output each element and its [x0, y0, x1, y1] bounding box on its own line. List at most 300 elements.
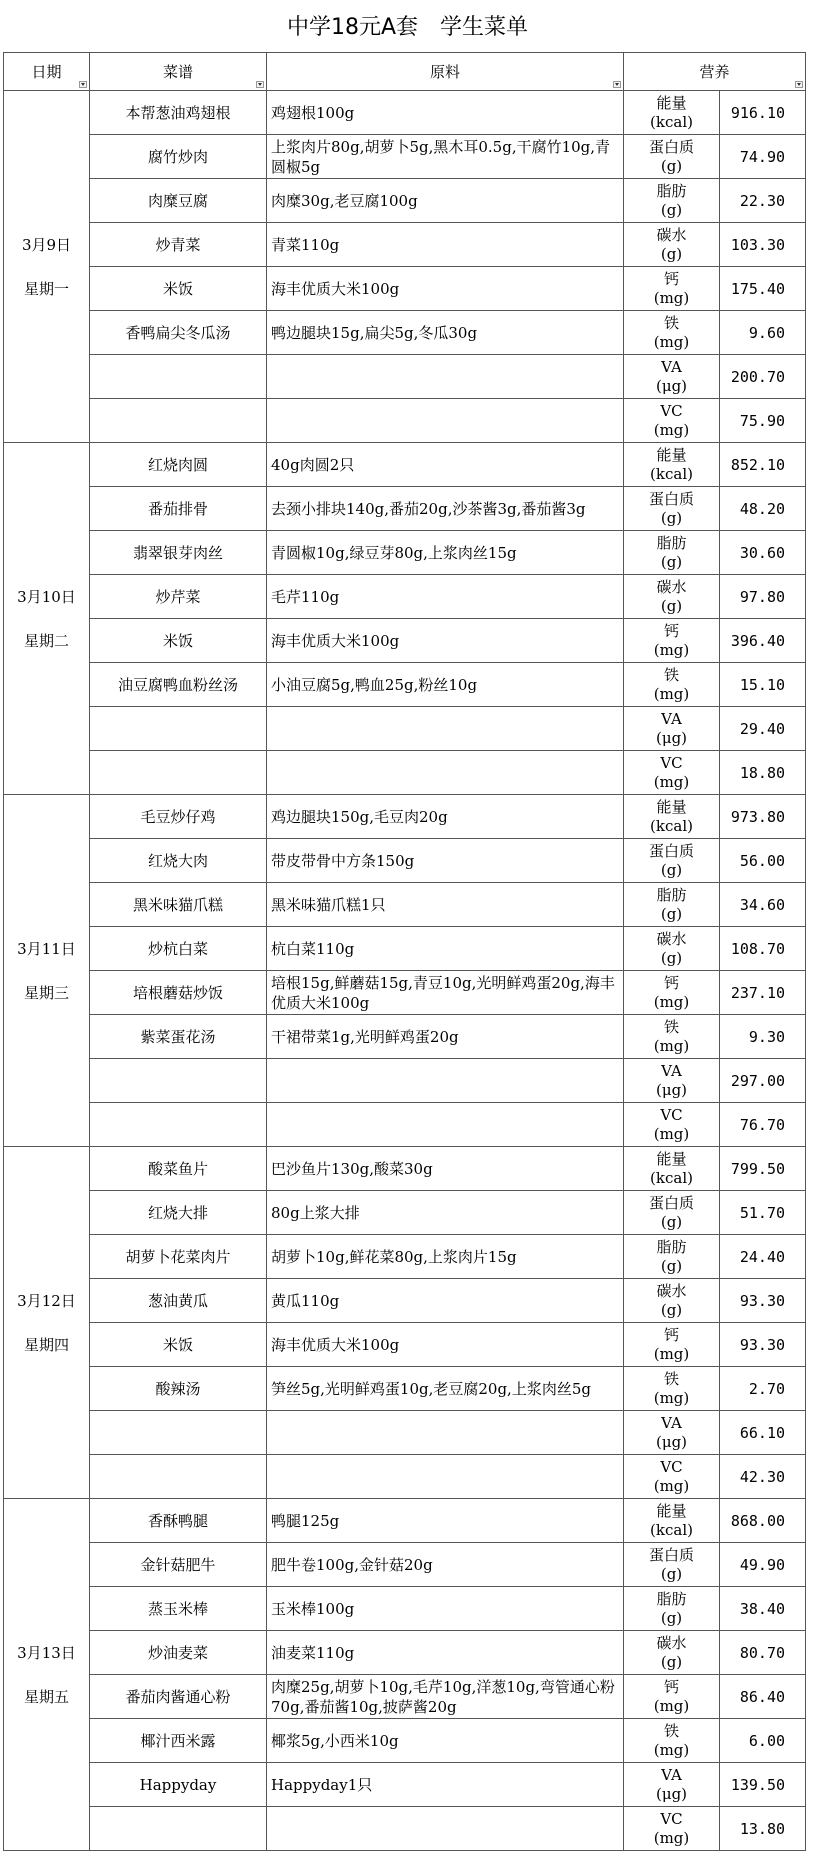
header-row — [4, 53, 806, 91]
table-row — [4, 1235, 806, 1279]
dish-name-cell[interactable]: 黑米味猫爪糕 — [90, 883, 267, 927]
nutrient-label-cell[interactable] — [624, 751, 720, 795]
ingredients-cell[interactable]: 带皮带骨中方条150g — [267, 839, 624, 883]
nutrient-name: 碳水 — [656, 577, 687, 596]
nutrient-label-cell[interactable] — [624, 355, 720, 399]
weekday-label: 星期四 — [23, 1335, 69, 1354]
ingredients-cell[interactable]: Happyday1只 — [267, 1763, 624, 1807]
nutrient-unit: (mg) — [653, 332, 690, 351]
table-row — [4, 1455, 806, 1499]
nutrient-label-cell[interactable] — [624, 179, 720, 223]
table-row — [4, 91, 806, 135]
nutrient-unit: (g) — [660, 244, 683, 263]
table-row — [4, 751, 806, 795]
nutrient-label-cell[interactable] — [624, 399, 720, 443]
ingredients-cell[interactable] — [267, 399, 624, 443]
nutrient-label-cell[interactable] — [624, 267, 720, 311]
nutrient-unit: (mg) — [653, 1344, 690, 1363]
nutrient-name: 碳水 — [656, 1281, 687, 1300]
date-label: 3月11日 — [17, 939, 76, 958]
nutrient-unit: (g) — [660, 1608, 683, 1627]
date-label: 3月13日 — [17, 1643, 76, 1662]
ingredients-cell[interactable]: 笋丝5g,光明鲜鸡蛋10g,老豆腐20g,上浆肉丝5g — [267, 1367, 624, 1411]
nutrient-value-cell[interactable]: 18.80 — [720, 751, 806, 795]
nutrient-name: 铁 — [663, 313, 679, 332]
ingredients-cell[interactable]: 80g上浆大排 — [267, 1191, 624, 1235]
nutrient-label-cell[interactable] — [624, 311, 720, 355]
dish-name-cell[interactable]: 番茄排骨 — [90, 487, 267, 531]
nutrient-name: 钙 — [663, 621, 679, 640]
ingredients-cell[interactable]: 干裙带菜1g,光明鲜鸡蛋20g — [267, 1015, 624, 1059]
dish-name-cell[interactable]: 炒杭白菜 — [90, 927, 267, 971]
nutrient-value-cell[interactable]: 297.00 — [720, 1059, 806, 1103]
nutrient-label-cell[interactable] — [624, 971, 720, 1015]
ingredients-cell[interactable]: 油麦菜110g — [267, 1631, 624, 1675]
nutrient-label-cell[interactable] — [624, 1367, 720, 1411]
nutrient-name: 脂肪 — [656, 533, 687, 552]
table-row — [4, 1499, 806, 1543]
nutrient-name: 能量 — [656, 1501, 687, 1520]
nutrient-name: 铁 — [663, 665, 679, 684]
dish-name-cell[interactable]: 酸辣汤 — [90, 1367, 267, 1411]
filter-dropdown-icon[interactable] — [79, 81, 87, 88]
dish-name-cell[interactable]: 红烧肉圆 — [90, 443, 267, 487]
nutrient-unit: (mg) — [653, 1036, 690, 1055]
table-row — [4, 1411, 806, 1455]
filter-dropdown-icon[interactable] — [795, 81, 803, 88]
dish-name-cell[interactable]: 油豆腐鸭血粉丝汤 — [90, 663, 267, 707]
nutrient-label-cell[interactable] — [624, 707, 720, 751]
dish-name-cell[interactable]: 红烧大排 — [90, 1191, 267, 1235]
nutrient-value-cell[interactable]: 9.30 — [720, 1015, 806, 1059]
dish-name-cell[interactable]: 香酥鸭腿 — [90, 1499, 267, 1543]
nutrient-unit: (mg) — [653, 288, 690, 307]
nutrient-name: 蛋白质 — [648, 1193, 694, 1212]
ingredients-cell[interactable]: 胡萝卜10g,鲜花菜80g,上浆肉片15g — [267, 1235, 624, 1279]
table-row — [4, 1367, 806, 1411]
dish-name-cell[interactable]: 炒芹菜 — [90, 575, 267, 619]
table-row — [4, 1631, 806, 1675]
nutrient-label-cell[interactable] — [624, 1411, 720, 1455]
weekday-label: 星期五 — [23, 1687, 69, 1706]
nutrient-label-cell[interactable] — [624, 1147, 720, 1191]
nutrient-value-cell[interactable]: 93.30 — [720, 1279, 806, 1323]
ingredients-cell[interactable]: 培根15g,鲜蘑菇15g,青豆10g,光明鲜鸡蛋20g,海丰优质大米100g — [267, 971, 624, 1015]
nutrient-unit: (kcal) — [650, 1520, 693, 1539]
nutrient-label-cell[interactable] — [624, 883, 720, 927]
nutrient-unit: (g) — [660, 156, 683, 175]
table-row — [4, 575, 806, 619]
ingredients-cell[interactable] — [267, 751, 624, 795]
ingredients-cell[interactable]: 海丰优质大米100g — [267, 619, 624, 663]
nutrient-value-cell[interactable]: 56.00 — [720, 839, 806, 883]
nutrient-value-cell[interactable]: 6.00 — [720, 1719, 806, 1763]
nutrient-unit: (mg) — [653, 420, 690, 439]
nutrient-unit: (mg) — [653, 1124, 690, 1143]
table-row — [4, 971, 806, 1015]
dish-name-cell[interactable]: 米饭 — [90, 619, 267, 663]
ingredients-cell[interactable] — [267, 1103, 624, 1147]
ingredients-cell[interactable]: 鸭边腿块15g,扁尖5g,冬瓜30g — [267, 311, 624, 355]
nutrient-name: 脂肪 — [656, 885, 687, 904]
table-row — [4, 267, 806, 311]
ingredients-cell[interactable]: 上浆肉片80g,胡萝卜5g,黑木耳0.5g,干腐竹10g,青圆椒5g — [267, 135, 624, 179]
nutrient-value-cell[interactable]: 799.50 — [720, 1147, 806, 1191]
nutrient-value-cell[interactable]: 38.40 — [720, 1587, 806, 1631]
weekday-label: 星期三 — [23, 983, 69, 1002]
ingredients-cell[interactable]: 巴沙鱼片130g,酸菜30g — [267, 1147, 624, 1191]
nutrient-value-cell[interactable]: 175.40 — [720, 267, 806, 311]
nutrient-unit: (kcal) — [650, 816, 693, 835]
table-row — [4, 619, 806, 663]
ingredients-cell[interactable]: 杭白菜110g — [267, 927, 624, 971]
dish-name-cell[interactable]: 毛豆炒仔鸡 — [90, 795, 267, 839]
nutrient-label-cell[interactable] — [624, 1543, 720, 1587]
nutrient-name: 脂肪 — [656, 181, 687, 200]
nutrient-unit: (g) — [660, 1256, 683, 1275]
dish-name-cell[interactable]: 米饭 — [90, 1323, 267, 1367]
table-row — [4, 1543, 806, 1587]
date-cell[interactable] — [4, 1147, 90, 1499]
nutrient-value-cell[interactable]: 396.40 — [720, 619, 806, 663]
nutrient-label-cell[interactable] — [624, 1455, 720, 1499]
dish-name-cell[interactable]: 金针菇肥牛 — [90, 1543, 267, 1587]
weekday-label: 星期二 — [23, 631, 69, 650]
ingredients-cell[interactable]: 海丰优质大米100g — [267, 267, 624, 311]
table-row — [4, 1147, 806, 1191]
nutrient-value-cell[interactable]: 2.70 — [720, 1367, 806, 1411]
ingredients-cell[interactable]: 黄瓜110g — [267, 1279, 624, 1323]
nutrient-value-cell[interactable]: 34.60 — [720, 883, 806, 927]
date-cell[interactable] — [4, 1499, 90, 1851]
table-row — [4, 355, 806, 399]
nutrient-label-cell[interactable] — [624, 443, 720, 487]
nutrient-unit: (mg) — [653, 1740, 690, 1759]
nutrient-label-cell[interactable] — [624, 1279, 720, 1323]
ingredients-cell[interactable]: 肉糜25g,胡萝卜10g,毛芹10g,洋葱10g,弯管通心粉70g,番茄酱10g,披萨酱20g — [267, 1675, 624, 1719]
nutrient-label-cell[interactable] — [624, 839, 720, 883]
ingredients-cell[interactable]: 玉米棒100g — [267, 1587, 624, 1631]
dish-name-cell[interactable]: 米饭 — [90, 267, 267, 311]
dish-name-cell[interactable]: 椰汁西米露 — [90, 1719, 267, 1763]
ingredients-cell[interactable] — [267, 1411, 624, 1455]
nutrient-value-cell[interactable]: 108.70 — [720, 927, 806, 971]
nutrient-value-cell[interactable]: 852.10 — [720, 443, 806, 487]
nutrient-unit: (mg) — [653, 772, 690, 791]
table-row — [4, 1323, 806, 1367]
table-row — [4, 531, 806, 575]
nutrient-unit: (g) — [660, 860, 683, 879]
nutrient-label-cell[interactable] — [624, 1059, 720, 1103]
nutrient-value-cell[interactable]: 97.80 — [720, 575, 806, 619]
dish-name-cell[interactable] — [90, 1807, 267, 1851]
nutrient-name: 碳水 — [656, 225, 687, 244]
dish-name-cell[interactable] — [90, 707, 267, 751]
ingredients-cell[interactable]: 40g肉圆2只 — [267, 443, 624, 487]
nutrient-label-cell[interactable] — [624, 1807, 720, 1851]
table-row — [4, 1675, 806, 1719]
date-cell[interactable] — [4, 91, 90, 443]
header-date[interactable]: 日期 — [4, 53, 90, 91]
ingredients-cell[interactable]: 鸡边腿块150g,毛豆肉20g — [267, 795, 624, 839]
ingredients-cell[interactable]: 鸭腿125g — [267, 1499, 624, 1543]
table-row — [4, 223, 806, 267]
table-row — [4, 311, 806, 355]
nutrient-unit: (g) — [660, 596, 683, 615]
dish-name-cell[interactable] — [90, 1103, 267, 1147]
nutrient-value-cell[interactable]: 24.40 — [720, 1235, 806, 1279]
dish-name-cell[interactable]: 培根蘑菇炒饭 — [90, 971, 267, 1015]
header-dish[interactable]: 菜谱 — [90, 53, 267, 91]
table-row — [4, 1719, 806, 1763]
nutrient-value-cell[interactable]: 29.40 — [720, 707, 806, 751]
nutrient-name: 脂肪 — [656, 1589, 687, 1608]
table-row — [4, 179, 806, 223]
nutrient-label-cell[interactable] — [624, 1587, 720, 1631]
ingredients-cell[interactable]: 毛芹110g — [267, 575, 624, 619]
nutrient-name: 碳水 — [656, 929, 687, 948]
nutrient-name: VA — [661, 709, 682, 728]
dish-name-cell[interactable]: 本帮葱油鸡翅根 — [90, 91, 267, 135]
nutrient-name: 蛋白质 — [648, 489, 694, 508]
date-cell[interactable] — [4, 443, 90, 795]
nutrient-name: 钙 — [663, 973, 679, 992]
page-title: 中学18元A套 学生菜单 — [286, 15, 529, 40]
nutrient-value-cell[interactable]: 13.80 — [720, 1807, 806, 1851]
nutrient-name: VC — [660, 1457, 683, 1476]
nutrient-label-cell[interactable] — [624, 487, 720, 531]
header-nutrition[interactable]: 营养 — [624, 53, 806, 91]
nutrient-value-cell[interactable]: 103.30 — [720, 223, 806, 267]
nutrient-value-cell[interactable]: 80.70 — [720, 1631, 806, 1675]
nutrient-label-cell[interactable] — [624, 663, 720, 707]
ingredients-cell[interactable] — [267, 1059, 624, 1103]
dish-name-cell[interactable]: 番茄肉酱通心粉 — [90, 1675, 267, 1719]
dish-name-cell[interactable]: 肉糜豆腐 — [90, 179, 267, 223]
nutrient-value-cell[interactable]: 86.40 — [720, 1675, 806, 1719]
dish-name-cell[interactable] — [90, 355, 267, 399]
nutrient-label-cell[interactable] — [624, 927, 720, 971]
table-row — [4, 1191, 806, 1235]
nutrient-unit: (g) — [660, 508, 683, 527]
date-label: 3月9日 — [21, 235, 72, 254]
nutrient-name: 能量 — [656, 93, 687, 112]
nutrient-label-cell[interactable] — [624, 1235, 720, 1279]
dish-name-cell[interactable]: 蒸玉米棒 — [90, 1587, 267, 1631]
nutrient-value-cell[interactable]: 22.30 — [720, 179, 806, 223]
nutrient-value-cell[interactable]: 916.10 — [720, 91, 806, 135]
menu-table — [3, 52, 806, 1851]
nutrient-label-cell[interactable] — [624, 619, 720, 663]
table-row — [4, 1015, 806, 1059]
dish-name-cell[interactable] — [90, 1411, 267, 1455]
header-ingredients[interactable]: 原料 — [267, 53, 624, 91]
ingredients-cell[interactable]: 去颈小排块140g,番茄20g,沙茶酱3g,番茄酱3g — [267, 487, 624, 531]
nutrient-name: 能量 — [656, 797, 687, 816]
dish-name-cell[interactable]: 炒青菜 — [90, 223, 267, 267]
nutrient-name: VA — [661, 1413, 682, 1432]
dish-name-cell[interactable]: 翡翠银芽肉丝 — [90, 531, 267, 575]
nutrient-unit: (g) — [660, 1212, 683, 1231]
nutrient-label-cell[interactable] — [624, 1103, 720, 1147]
nutrient-unit: (μg) — [655, 376, 688, 395]
table-row — [4, 839, 806, 883]
dish-name-cell[interactable]: 香鸭扁尖冬瓜汤 — [90, 311, 267, 355]
nutrient-value-cell[interactable]: 76.70 — [720, 1103, 806, 1147]
nutrient-unit: (g) — [660, 1652, 683, 1671]
nutrient-unit: (kcal) — [650, 1168, 693, 1187]
nutrient-label-cell[interactable] — [624, 1631, 720, 1675]
nutrient-unit: (g) — [660, 552, 683, 571]
dish-name-cell[interactable] — [90, 1059, 267, 1103]
nutrient-value-cell[interactable]: 49.90 — [720, 1543, 806, 1587]
nutrient-value-cell[interactable]: 75.90 — [720, 399, 806, 443]
nutrient-unit: (mg) — [653, 684, 690, 703]
ingredients-cell[interactable]: 黑米味猫爪糕1只 — [267, 883, 624, 927]
ingredients-cell[interactable]: 小油豆腐5g,鸭血25g,粉丝10g — [267, 663, 624, 707]
nutrient-value-cell[interactable]: 93.30 — [720, 1323, 806, 1367]
nutrient-value-cell[interactable]: 48.20 — [720, 487, 806, 531]
ingredients-cell[interactable] — [267, 1455, 624, 1499]
table-row — [4, 487, 806, 531]
nutrient-value-cell[interactable]: 66.10 — [720, 1411, 806, 1455]
ingredients-cell[interactable]: 青菜110g — [267, 223, 624, 267]
ingredients-cell[interactable]: 海丰优质大米100g — [267, 1323, 624, 1367]
nutrient-name: VC — [660, 753, 683, 772]
ingredients-cell[interactable]: 青圆椒10g,绿豆芽80g,上浆肉丝15g — [267, 531, 624, 575]
nutrient-value-cell[interactable]: 74.90 — [720, 135, 806, 179]
nutrient-label-cell[interactable] — [624, 1719, 720, 1763]
table-row — [4, 795, 806, 839]
nutrient-unit: (mg) — [653, 1828, 690, 1847]
ingredients-cell[interactable]: 椰浆5g,小西米10g — [267, 1719, 624, 1763]
nutrient-unit: (kcal) — [650, 464, 693, 483]
nutrient-value-cell[interactable]: 15.10 — [720, 663, 806, 707]
ingredients-cell[interactable]: 肥牛卷100g,金针菇20g — [267, 1543, 624, 1587]
table-row — [4, 135, 806, 179]
nutrient-unit: (mg) — [653, 640, 690, 659]
dish-name-cell[interactable] — [90, 751, 267, 795]
nutrient-unit: (μg) — [655, 728, 688, 747]
nutrient-name: 碳水 — [656, 1633, 687, 1652]
nutrient-name: 钙 — [663, 1677, 679, 1696]
dish-name-cell[interactable] — [90, 1455, 267, 1499]
table-row — [4, 927, 806, 971]
nutrient-name: VA — [661, 357, 682, 376]
nutrient-label-cell[interactable] — [624, 1323, 720, 1367]
nutrient-value-cell[interactable]: 200.70 — [720, 355, 806, 399]
nutrient-name: 蛋白质 — [648, 137, 694, 156]
ingredients-cell[interactable]: 鸡翅根100g — [267, 91, 624, 135]
table-row — [4, 399, 806, 443]
nutrient-unit: (kcal) — [650, 112, 693, 131]
table-row — [4, 1807, 806, 1851]
nutrient-label-cell[interactable] — [624, 575, 720, 619]
dish-name-cell[interactable]: 紫菜蛋花汤 — [90, 1015, 267, 1059]
table-row — [4, 1059, 806, 1103]
nutrient-name: VA — [661, 1765, 682, 1784]
table-row — [4, 883, 806, 927]
dish-name-cell[interactable] — [90, 399, 267, 443]
nutrient-name: 能量 — [656, 445, 687, 464]
nutrient-value-cell[interactable]: 42.30 — [720, 1455, 806, 1499]
nutrient-name: 钙 — [663, 1325, 679, 1344]
nutrient-label-cell[interactable] — [624, 1499, 720, 1543]
table-row — [4, 663, 806, 707]
nutrient-name: 铁 — [663, 1017, 679, 1036]
dish-name-cell[interactable]: 胡萝卜花菜肉片 — [90, 1235, 267, 1279]
nutrient-name: 脂肪 — [656, 1237, 687, 1256]
table-row — [4, 1763, 806, 1807]
ingredients-cell[interactable]: 肉糜30g,老豆腐100g — [267, 179, 624, 223]
nutrient-name: VC — [660, 1809, 683, 1828]
nutrient-value-cell[interactable]: 30.60 — [720, 531, 806, 575]
nutrient-label-cell[interactable] — [624, 1763, 720, 1807]
nutrient-unit: (g) — [660, 904, 683, 923]
ingredients-cell[interactable] — [267, 1807, 624, 1851]
date-label: 3月10日 — [17, 587, 76, 606]
table-row — [4, 707, 806, 751]
nutrient-name: 钙 — [663, 269, 679, 288]
nutrient-label-cell[interactable] — [624, 1675, 720, 1719]
nutrient-label-cell[interactable] — [624, 1015, 720, 1059]
dish-name-cell[interactable]: 葱油黄瓜 — [90, 1279, 267, 1323]
nutrient-unit: (mg) — [653, 1476, 690, 1495]
nutrient-unit: (mg) — [653, 1388, 690, 1407]
nutrient-label-cell[interactable] — [624, 1191, 720, 1235]
dish-name-cell[interactable]: 红烧大肉 — [90, 839, 267, 883]
dish-name-cell[interactable]: 炒油麦菜 — [90, 1631, 267, 1675]
nutrient-label-cell[interactable] — [624, 91, 720, 135]
nutrient-label-cell[interactable] — [624, 223, 720, 267]
dish-name-cell[interactable]: 腐竹炒肉 — [90, 135, 267, 179]
nutrient-name: 蛋白质 — [648, 1545, 694, 1564]
filter-dropdown-icon[interactable] — [256, 81, 264, 88]
table-row — [4, 1587, 806, 1631]
nutrient-value-cell[interactable]: 139.50 — [720, 1763, 806, 1807]
filter-dropdown-icon[interactable] — [613, 81, 621, 88]
nutrient-name: VC — [660, 1105, 683, 1124]
dish-name-cell[interactable]: Happyday — [90, 1763, 267, 1807]
date-cell[interactable] — [4, 795, 90, 1147]
table-row — [4, 1103, 806, 1147]
nutrient-name: 铁 — [663, 1721, 679, 1740]
nutrient-value-cell[interactable]: 51.70 — [720, 1191, 806, 1235]
nutrient-label-cell[interactable] — [624, 135, 720, 179]
nutrient-unit: (mg) — [653, 1696, 690, 1715]
ingredients-cell[interactable] — [267, 707, 624, 751]
nutrient-unit: (g) — [660, 948, 683, 967]
ingredients-cell[interactable] — [267, 355, 624, 399]
nutrient-label-cell[interactable] — [624, 795, 720, 839]
nutrient-value-cell[interactable]: 9.60 — [720, 311, 806, 355]
nutrient-value-cell[interactable]: 973.80 — [720, 795, 806, 839]
nutrient-unit: (mg) — [653, 992, 690, 1011]
nutrient-unit: (g) — [660, 200, 683, 219]
nutrient-name: 能量 — [656, 1149, 687, 1168]
dish-name-cell[interactable]: 酸菜鱼片 — [90, 1147, 267, 1191]
nutrient-name: VC — [660, 401, 683, 420]
table-row — [4, 443, 806, 487]
nutrient-unit: (g) — [660, 1564, 683, 1583]
nutrient-unit: (g) — [660, 1300, 683, 1319]
nutrient-value-cell[interactable]: 237.10 — [720, 971, 806, 1015]
nutrient-value-cell[interactable]: 868.00 — [720, 1499, 806, 1543]
nutrient-label-cell[interactable] — [624, 531, 720, 575]
nutrient-unit: (μg) — [655, 1080, 688, 1099]
weekday-label: 星期一 — [23, 279, 69, 298]
nutrient-name: 铁 — [663, 1369, 679, 1388]
